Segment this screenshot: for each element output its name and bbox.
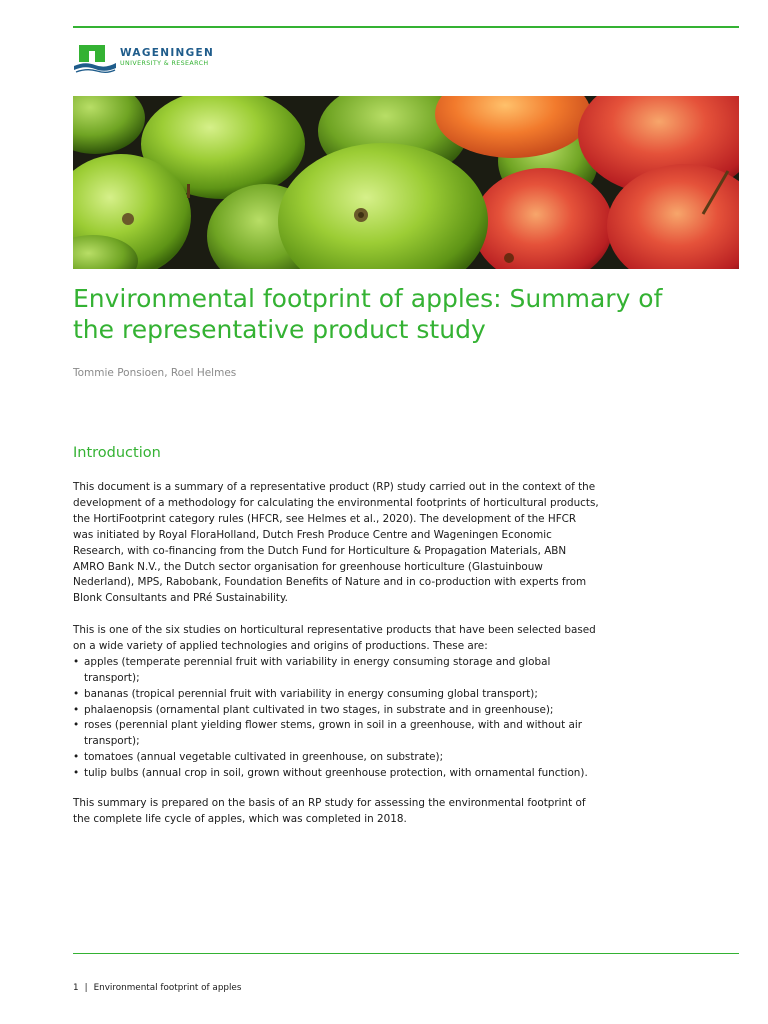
logo-name: WAGENINGEN bbox=[120, 47, 215, 59]
top-rule bbox=[73, 26, 739, 28]
list-item-text: tulip bulbs (annual crop in soil, grown without greenhouse protection, with ornamental function). bbox=[84, 767, 588, 780]
list-item-text: tomatoes (annual vegetable cultivated in greenhouse, on substrate); bbox=[84, 751, 444, 764]
list-item-text: apples (temperate perennial fruit with variability in energy consuming storage and global bbox=[84, 655, 551, 668]
wageningen-logo bbox=[73, 44, 243, 76]
footer-separator: | bbox=[84, 983, 88, 993]
list-item bbox=[73, 766, 648, 782]
list-item bbox=[73, 718, 648, 750]
text-line: Blonk Consultants and PRé Sustainability. bbox=[73, 592, 288, 605]
text-line: AMRO Bank N.V., the Dutch sector organisation for greenhouse horticulture (Glastuinbouw bbox=[73, 560, 543, 573]
apples-hero-image bbox=[73, 96, 739, 269]
text-line: This summary is prepared on the basis of an RP study for assessing the environmental footprint of bbox=[73, 797, 586, 809]
text-line: on a wide variety of applied technologies and origins of productions. These are: bbox=[73, 639, 488, 652]
list-item-text: roses (perennial plant yielding flower stems, grown in soil in a greenhouse, with and without air bbox=[84, 719, 582, 732]
page-number: 1 bbox=[73, 983, 79, 993]
text-line: This is one of the six studies on horticultural representative products that have been selected based bbox=[73, 624, 596, 636]
title-line: Environmental footprint of apples: Summary of bbox=[73, 284, 663, 313]
page-footer bbox=[73, 983, 241, 993]
section-heading-introduction: Introduction bbox=[73, 445, 161, 461]
product-list bbox=[73, 655, 648, 782]
list-item bbox=[73, 750, 648, 766]
list-item-text: transport); bbox=[84, 671, 140, 684]
paragraph bbox=[73, 623, 648, 782]
text-line: the complete life cycle of apples, which was completed in 2018. bbox=[73, 812, 407, 825]
list-item-text: transport); bbox=[84, 735, 140, 748]
title-line: the representative product study bbox=[73, 315, 486, 344]
list-item bbox=[73, 655, 648, 687]
wur-logo-icon bbox=[73, 44, 117, 74]
text-line: This document is a summary of a representative product (RP) study carried out in the context of the bbox=[73, 481, 596, 493]
list-item bbox=[73, 703, 648, 719]
text-line: the HortiFootprint category rules (HFCR, see Helmes et al., 2020). The development of the HFCR bbox=[73, 512, 577, 525]
list-item bbox=[73, 687, 648, 703]
text-line: Research, with co-financing from the Dutch Fund for Horticulture & Propagation Materials, ABN bbox=[73, 544, 567, 557]
list-item-text: phalaenopsis (ornamental plant cultivated in two stages, in substrate and in greenhouse); bbox=[84, 703, 554, 716]
running-title: Environmental footprint of apples bbox=[93, 983, 242, 993]
paragraph bbox=[73, 480, 648, 607]
document-title bbox=[73, 283, 753, 345]
paragraph bbox=[73, 796, 648, 828]
logo-subtitle: UNIVERSITY & RESEARCH bbox=[120, 60, 209, 67]
list-item-text: bananas (tropical perennial fruit with variability in energy consuming global transport); bbox=[84, 687, 538, 700]
bottom-rule bbox=[73, 953, 739, 954]
text-line: development of a methodology for calculating the environmental footprints of horticultural products, bbox=[73, 496, 599, 509]
authors: Tommie Ponsioen, Roel Helmes bbox=[73, 367, 237, 379]
text-line: was initiated by Royal FloraHolland, Dutch Fresh Produce Centre and Wageningen Economic bbox=[73, 528, 552, 541]
text-line: Nederland), MPS, Rabobank, Foundation Benefits of Nature and in co-production with experts from bbox=[73, 576, 587, 589]
